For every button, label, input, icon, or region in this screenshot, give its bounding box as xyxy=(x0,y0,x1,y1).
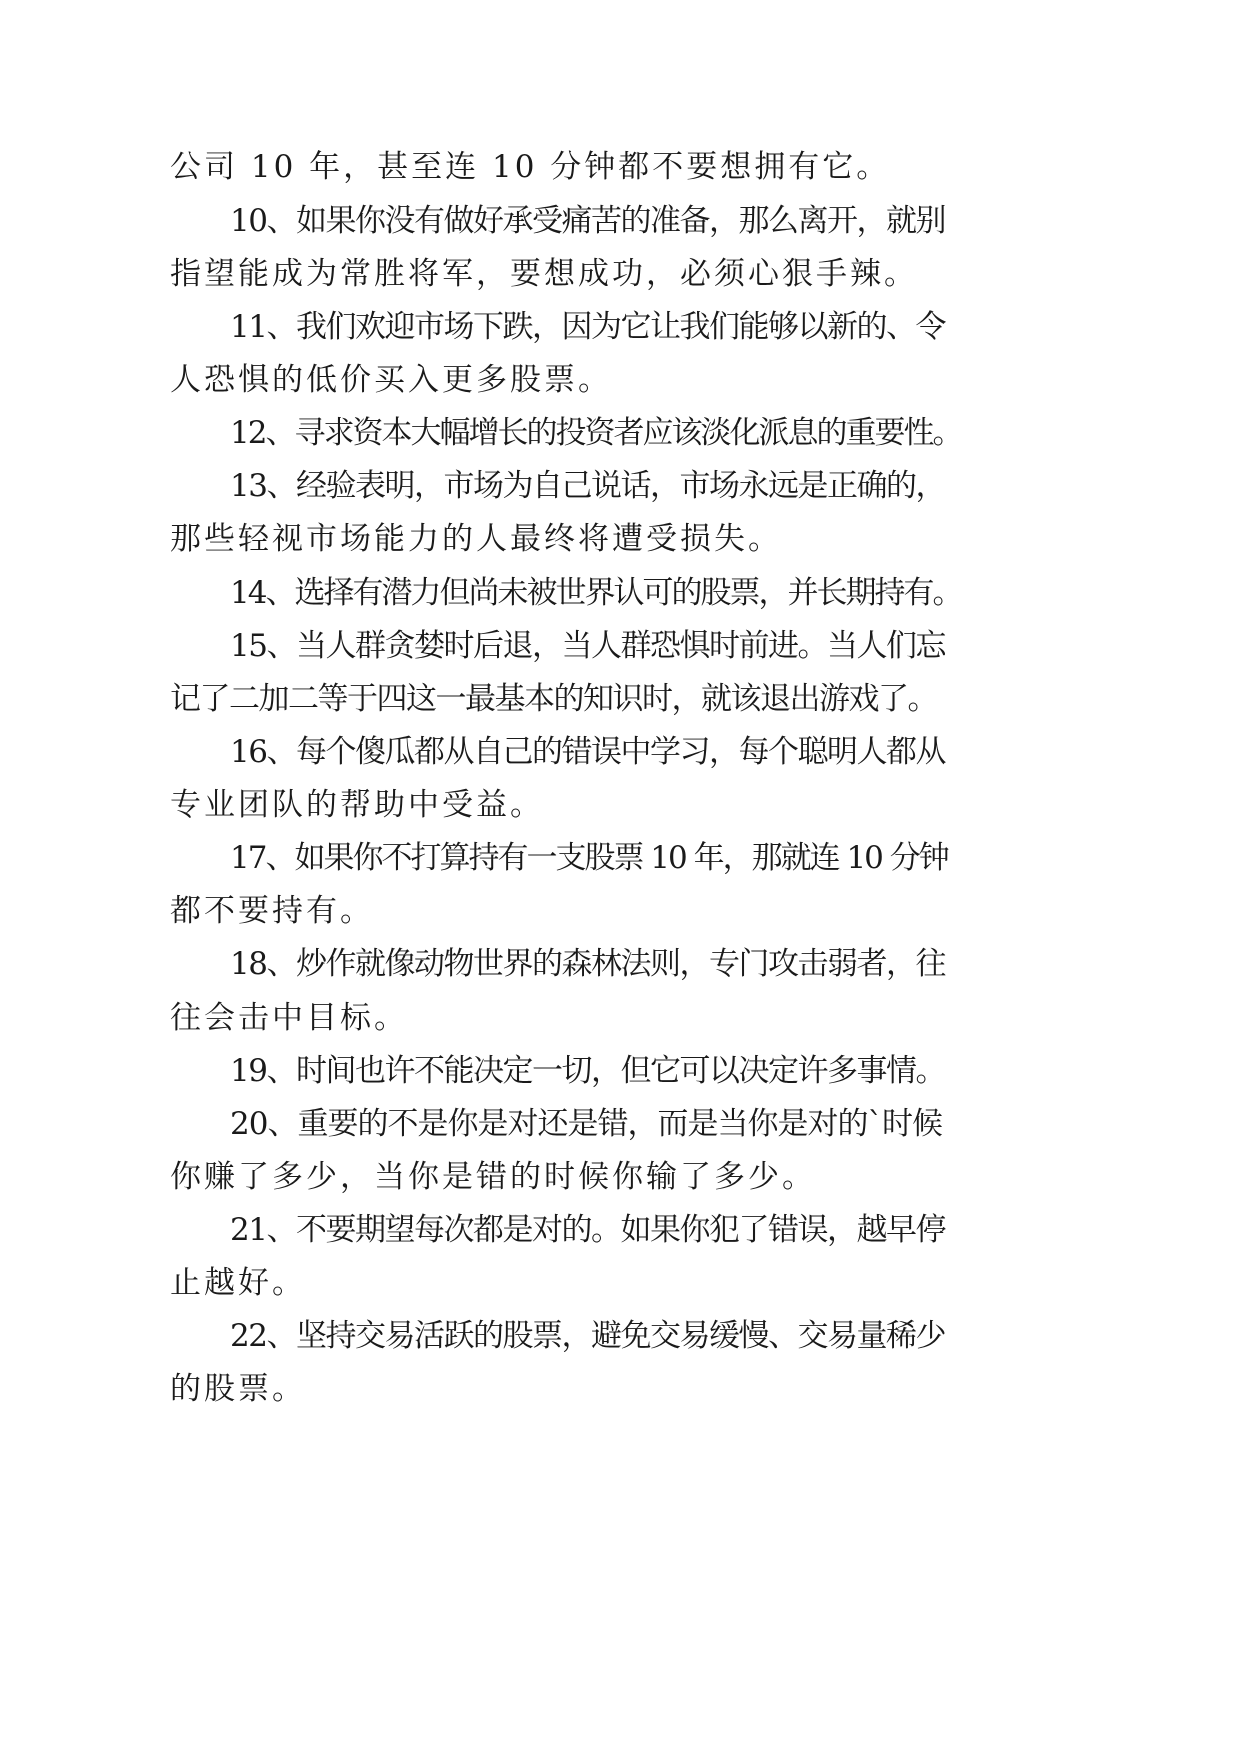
text-line: 10、如果你没有做好承受痛苦的准备，那么离开，就别 xyxy=(230,203,945,239)
text-line: 的股票。 xyxy=(170,1371,306,1407)
text-line: 止越好。 xyxy=(170,1265,306,1301)
text-line: 20、重要的不是你是对还是错，而是当你是对的`时候 xyxy=(230,1106,942,1142)
text-line: 18、炒作就像动物世界的森林法则，专门攻击弱者，往 xyxy=(230,946,945,982)
text-line: 记了二加二等于四这一最基本的知识时，就该退出游戏了。 xyxy=(170,681,937,717)
text-line: 11、我们欢迎市场下跌，因为它让我们能够以新的、令 xyxy=(230,309,945,345)
text-line: 22、坚持交易活跃的股票，避免交易缓慢、交易量稀少 xyxy=(230,1318,945,1354)
text-line: 都不要持有。 xyxy=(170,893,374,929)
text-line: 19、时间也许不能决定一切，但它可以决定许多事情。 xyxy=(230,1053,945,1089)
text-line: 专业团队的帮助中受益。 xyxy=(170,787,544,823)
text-line: 15、当人群贪婪时后退，当人群恐惧时前进。当人们忘 xyxy=(230,628,945,664)
text-line: 21、不要期望每次都是对的。如果你犯了错误，越早停 xyxy=(230,1212,945,1248)
text-line: 往会击中目标。 xyxy=(170,1000,408,1036)
text-line: 17、如果你不打算持有一支股票 10 年，那就连 10 分钟 xyxy=(230,840,948,876)
text-line: 那些轻视市场能力的人最终将遭受损失。 xyxy=(170,521,782,557)
text-line: 你赚了多少，当你是错的时候你输了多少。 xyxy=(170,1159,816,1195)
text-line: 公司 10 年，甚至连 10 分钟都不要想拥有它。 xyxy=(170,149,891,185)
text-line: 14、选择有潜力但尚未被世界认可的股票，并长期持有。 xyxy=(230,575,962,611)
text-line: 13、经验表明，市场为自己说话，市场永远是正确的， xyxy=(230,468,945,504)
text-line: 指望能成为常胜将军，要想成功，必须心狠手辣。 xyxy=(170,256,918,292)
text-line: 16、每个傻瓜都从自己的错误中学习，每个聪明人都从 xyxy=(230,734,945,770)
text-line: 12、寻求资本大幅增长的投资者应该淡化派息的重要性。 xyxy=(230,415,962,451)
text-line: 人恐惧的低价买入更多股票。 xyxy=(170,362,612,398)
